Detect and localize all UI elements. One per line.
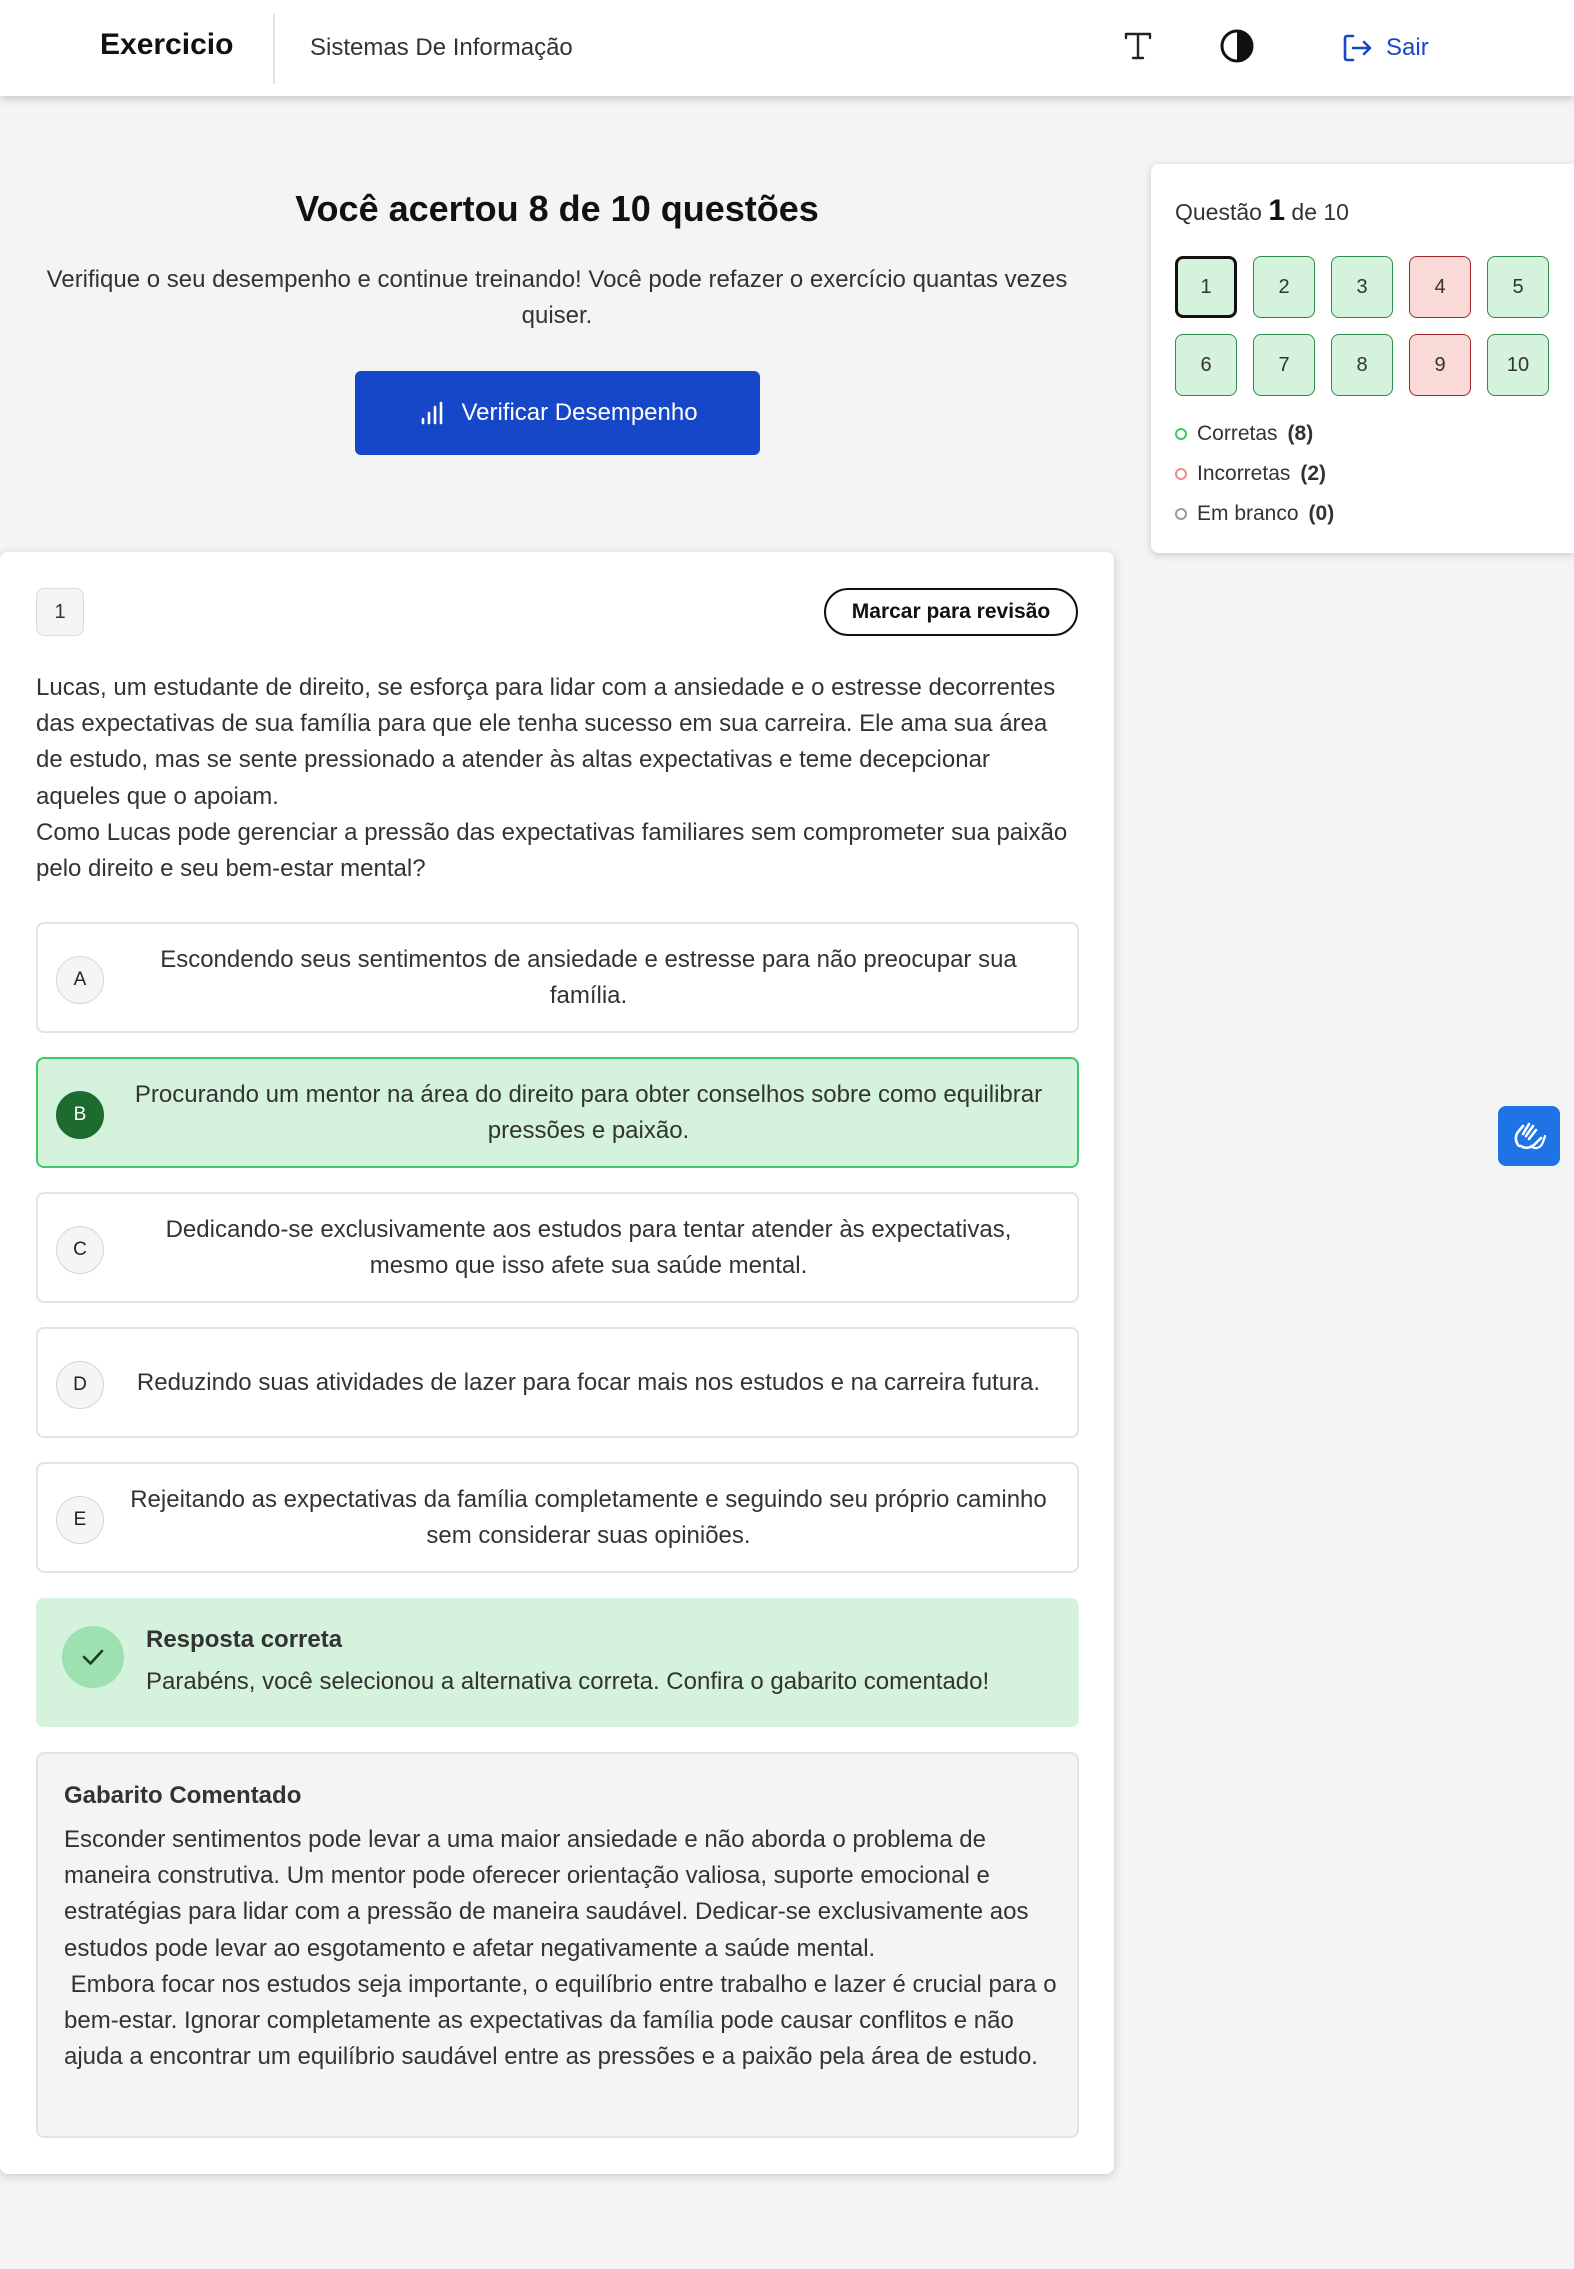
logout-label: Sair xyxy=(1386,34,1429,61)
legend-blank xyxy=(1175,502,1334,526)
navigator-label-suffix: de 10 xyxy=(1291,199,1349,225)
alternative-text: Dedicando-se exclusivamente aos estudos para tentar atender às expectativas, mesmo que isso afete sua saúde mental. xyxy=(165,1215,1012,1279)
statement-question: Como Lucas pode gerenciar a pressão das expectativas familiares sem comprometer sua paixão pelo direito e seu bem-estar mental? xyxy=(36,818,1068,883)
legend-incorrect xyxy=(1175,462,1326,486)
question-number: 1 xyxy=(36,588,84,636)
question-button-5[interactable]: 5 xyxy=(1487,256,1549,318)
red-dot-icon xyxy=(1175,468,1187,480)
alternative-c[interactable] xyxy=(36,1192,1079,1303)
course-name: Sistemas De Informação xyxy=(310,34,573,61)
check-performance-button[interactable] xyxy=(355,371,760,455)
commented-text xyxy=(64,1822,1064,2075)
commented-paragraph-2: Embora focar nos estudos seja importante, o equilíbrio entre trabalho e lazer é crucial para o bem-estar. Ignorar completamente as expectativas da família pode causar conflitos e não ajuda a encontrar um equilíbrio saudável entre as pressões e a paixão pela área de estudo. xyxy=(64,1970,1057,2071)
alternative-letter: B xyxy=(56,1091,104,1139)
question-button-8[interactable]: 8 xyxy=(1331,334,1393,396)
question-button-4[interactable]: 4 xyxy=(1409,256,1471,318)
commented-answer xyxy=(36,1752,1079,2138)
check-icon xyxy=(62,1626,124,1688)
header-divider xyxy=(273,14,275,84)
question-button-7[interactable]: 7 xyxy=(1253,334,1315,396)
result-title: Você acertou 8 de 10 questões xyxy=(295,188,819,229)
sign-language-icon xyxy=(1509,1116,1549,1156)
alternative-e[interactable] xyxy=(36,1462,1079,1573)
commented-title: Gabarito Comentado xyxy=(64,1782,302,1809)
question-card xyxy=(0,552,1114,2174)
commented-paragraph-1: Esconder sentimentos pode levar a uma maior ansiedade e não aborda o problema de maneira construtiva. Um mentor pode oferecer orientação valiosa, suporte emocional e estratégias para lidar com a pressão de maneira saudável. Dedicar-se exclusivamente aos estudos pode levar ao esgotamento e afetar negativamente a saúde mental. xyxy=(64,1826,1029,1962)
navigator-label xyxy=(1175,194,1349,228)
bar-chart-icon xyxy=(417,399,445,427)
feedback-title: Resposta correta xyxy=(146,1626,343,1653)
question-navigator xyxy=(1151,164,1574,553)
alternative-a[interactable] xyxy=(36,922,1079,1033)
legend-correct-count: (8) xyxy=(1287,422,1314,445)
question-button-6[interactable]: 6 xyxy=(1175,334,1237,396)
navigator-label-prefix: Questão xyxy=(1175,199,1262,225)
legend-correct-label: Corretas xyxy=(1197,422,1278,445)
question-button-10[interactable]: 10 xyxy=(1487,334,1549,396)
statement-paragraph: Lucas, um estudante de direito, se esforça para lidar com a ansiedade e o estresse decorrentes das expectativas de sua família para que ele tenha sucesso em sua carreira. Ele ama sua área de estudo, mas se sente pressionado a atender às altas expectativas e teme decepcionar aqueles que o apoiam. xyxy=(36,674,1056,810)
question-statement xyxy=(36,670,1080,887)
legend-incorrect-count: (2) xyxy=(1300,462,1327,485)
alternative-letter: A xyxy=(56,956,104,1004)
top-header xyxy=(0,0,1574,96)
mark-for-review-button[interactable]: Marcar para revisão xyxy=(824,588,1078,636)
contrast-icon[interactable] xyxy=(1215,24,1259,68)
green-dot-icon xyxy=(1175,428,1187,440)
alternative-text: Rejeitando as expectativas da família completamente e seguindo seu próprio caminho sem considerar suas opiniões. xyxy=(130,1485,1047,1549)
result-description: Verifique o seu desempenho e continue treinando! Você pode refazer o exercício quantas vezes quiser. xyxy=(46,266,1068,329)
question-button-9[interactable]: 9 xyxy=(1409,334,1471,396)
alternative-letter: E xyxy=(56,1496,104,1544)
font-size-icon[interactable] xyxy=(1116,24,1160,68)
alternative-text: Procurando um mentor na área do direito para obter conselhos sobre como equilibrar pressões e paixão. xyxy=(134,1080,1043,1144)
logout-button[interactable] xyxy=(1340,28,1429,68)
logout-icon xyxy=(1340,31,1374,65)
alternative-b[interactable] xyxy=(36,1057,1079,1168)
question-button-2[interactable]: 2 xyxy=(1253,256,1315,318)
feedback-text: Parabéns, você selecionou a alternativa correta. Confira o gabarito comentado! xyxy=(146,1668,990,1695)
gray-dot-icon xyxy=(1175,508,1187,520)
alternative-d[interactable] xyxy=(36,1327,1079,1438)
alternative-text: Reduzindo suas atividades de lazer para focar mais nos estudos e na carreira futura. xyxy=(136,1368,1041,1396)
sign-language-button[interactable] xyxy=(1498,1106,1560,1166)
question-button-3[interactable]: 3 xyxy=(1331,256,1393,318)
alternative-letter: D xyxy=(56,1361,104,1409)
legend-incorrect-label: Incorretas xyxy=(1197,462,1291,485)
navigator-current: 1 xyxy=(1268,194,1286,227)
alternative-letter: C xyxy=(56,1226,104,1274)
brand-title: Exercicio xyxy=(100,28,234,61)
answer-feedback xyxy=(36,1598,1079,1727)
legend-blank-label: Em branco xyxy=(1197,502,1299,525)
question-button-1[interactable]: 1 xyxy=(1175,256,1237,318)
check-performance-label: Verificar Desempenho xyxy=(461,399,698,426)
legend-blank-count: (0) xyxy=(1308,502,1335,525)
alternative-text: Escondendo seus sentimentos de ansiedade e estresse para não preocupar sua família. xyxy=(160,945,1017,1009)
legend-correct xyxy=(1175,422,1313,446)
